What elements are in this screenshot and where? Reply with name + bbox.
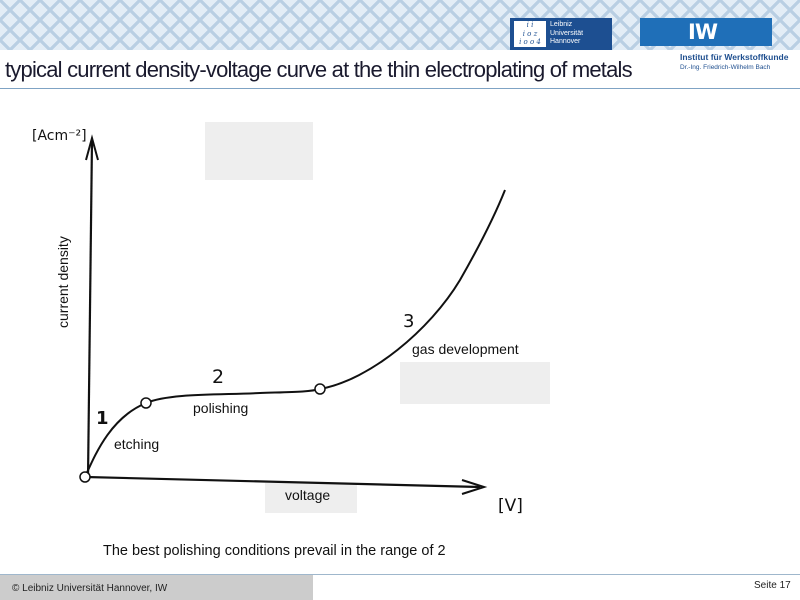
x-axis <box>86 477 480 487</box>
y-axis-unit: [Acm⁻²] <box>32 128 87 144</box>
x-axis-label: voltage <box>285 487 331 503</box>
region-2-label: polishing <box>193 400 249 416</box>
origin-point <box>80 472 90 482</box>
current-density-curve <box>85 190 505 477</box>
iw-mark: IW <box>688 20 717 44</box>
institute-name: Institut für Werkstoffkunde <box>680 52 789 62</box>
slide-caption: The best polishing conditions prevail in the range of 2 <box>103 543 446 559</box>
luh-emblem: i i i o z i o o 4 <box>514 21 546 47</box>
page-number: Seite 17 <box>754 580 791 591</box>
region-1-label: etching <box>114 436 160 452</box>
footer-copyright: © Leibniz Universität Hannover, IW <box>12 583 168 594</box>
luh-line-3: Hannover <box>550 38 581 45</box>
region-3-label: gas development <box>412 341 519 357</box>
y-axis-label: current density <box>55 236 71 328</box>
region-3-number: 3 <box>403 311 415 332</box>
y-axis <box>88 140 92 478</box>
luh-line-1: Leibniz <box>550 21 573 28</box>
region-1-number: 1 <box>96 408 109 429</box>
transpassive-point <box>315 384 325 394</box>
x-axis-unit: [V] <box>498 496 523 516</box>
region-2-number: 2 <box>212 366 225 388</box>
passivation-point <box>141 398 151 408</box>
slide-title: typical current density-voltage curve at the thin electroplating of metals <box>5 57 632 82</box>
luh-line-2: Universität <box>550 29 584 37</box>
institute-director: Dr.-Ing. Friedrich-Wilhelm Bach <box>680 64 771 71</box>
